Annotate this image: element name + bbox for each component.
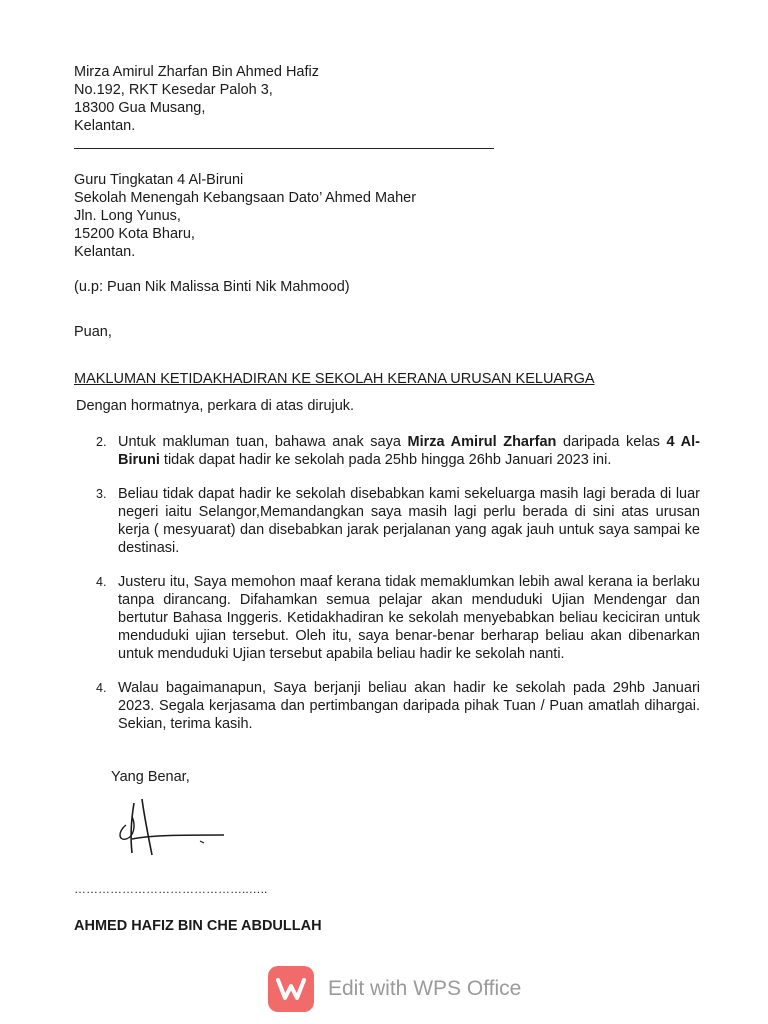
paragraph-text: Beliau tidak dapat hadir ke sekolah disebabkan kami sekeluarga masih lagi berada di luar negeri iaitu Selangor,Memandangkan saya masih lagi perlu berada di sini atas urusan kerja ( mesyuarat) dan disebabkan jarak perjalanan yang agak jauh untuk saya sampai ke destinasi. bbox=[118, 486, 700, 556]
paragraph-number: 4. bbox=[96, 681, 107, 695]
sender-state: Kelantan. bbox=[74, 118, 136, 134]
sender-address-2: 18300 Gua Musang, bbox=[74, 100, 206, 116]
signature-line: ……………………………………..….. bbox=[74, 882, 268, 896]
paragraph-4a bbox=[96, 573, 700, 663]
signer-name: AHMED HAFIZ BIN CHE ABDULLAH bbox=[74, 918, 322, 934]
subject-heading: MAKLUMAN KETIDAKHADIRAN KE SEKOLAH KERANA URUSAN KELUARGA bbox=[74, 371, 595, 387]
recipient-title: Guru Tingkatan 4 Al-Biruni bbox=[74, 172, 244, 188]
paragraph-number: 2. bbox=[96, 435, 107, 449]
recipient-state: Kelantan. bbox=[74, 244, 136, 260]
paragraph-text: Untuk makluman tuan, bahawa anak saya Mirza Amirul Zharfan daripada kelas 4 Al-Biruni tidak dapat hadir ke sekolah pada 25hb hingga 26hb Januari 2023 ini. bbox=[118, 434, 700, 468]
paragraph-2 bbox=[96, 433, 700, 469]
paragraph-4b bbox=[96, 679, 700, 733]
recipient-address-2: 15200 Kota Bharu, bbox=[74, 226, 195, 242]
opening-line: Dengan hormatnya, perkara di atas dirujuk. bbox=[76, 398, 355, 414]
paragraph-3 bbox=[96, 485, 700, 557]
student-name: Mirza Amirul Zharfan bbox=[407, 434, 557, 450]
sender-name: Mirza Amirul Zharfan Bin Ahmed Hafiz bbox=[74, 64, 319, 80]
wps-watermark-text: Edit with WPS Office bbox=[328, 977, 522, 1000]
header-divider bbox=[74, 148, 494, 149]
paragraph-text: Justeru itu, Saya memohon maaf kerana tidak memaklumkan lebih awal kerana ia berlaku tanpa dirancang. Difahamkan semua pelajar akan menduduki Ujian Mendengar dan bertutur Bahasa Inggeris. Ketidakhadiran ke sekolah menyebabkan beliau keciciran untuk menduduki ujian tersebut. Oleh itu, saya benar-benar berharap beliau akan dibenarkan untuk menduduki Ujian tersebut apabila beliau hadir ke sekolah nanti. bbox=[118, 574, 700, 662]
recipient-address-1: Jln. Long Yunus, bbox=[74, 208, 181, 224]
wps-watermark bbox=[268, 965, 528, 1013]
paragraph-text: Walau bagaimanapun, Saya berjanji beliau akan hadir ke sekolah pada 29hb Januari 2023. Segala kerjasama dan pertimbangan daripada pihak Tuan / Puan amatlah dihargai. Sekian, terima kasih. bbox=[118, 680, 700, 732]
paragraph-number: 4. bbox=[96, 575, 107, 589]
wps-logo-icon bbox=[268, 966, 314, 1012]
closing: Yang Benar, bbox=[111, 769, 190, 785]
attention-line: (u.p: Puan Nik Malissa Binti Nik Mahmood) bbox=[74, 279, 350, 295]
sender-address-1: No.192, RKT Kesedar Paloh 3, bbox=[74, 82, 273, 98]
recipient-school: Sekolah Menengah Kebangsaan Dato’ Ahmed Maher bbox=[74, 190, 417, 206]
signature-image bbox=[112, 795, 228, 861]
class-name: 4 Al-Biruni bbox=[118, 434, 700, 468]
salutation: Puan, bbox=[74, 324, 112, 340]
paragraph-number: 3. bbox=[96, 487, 107, 501]
